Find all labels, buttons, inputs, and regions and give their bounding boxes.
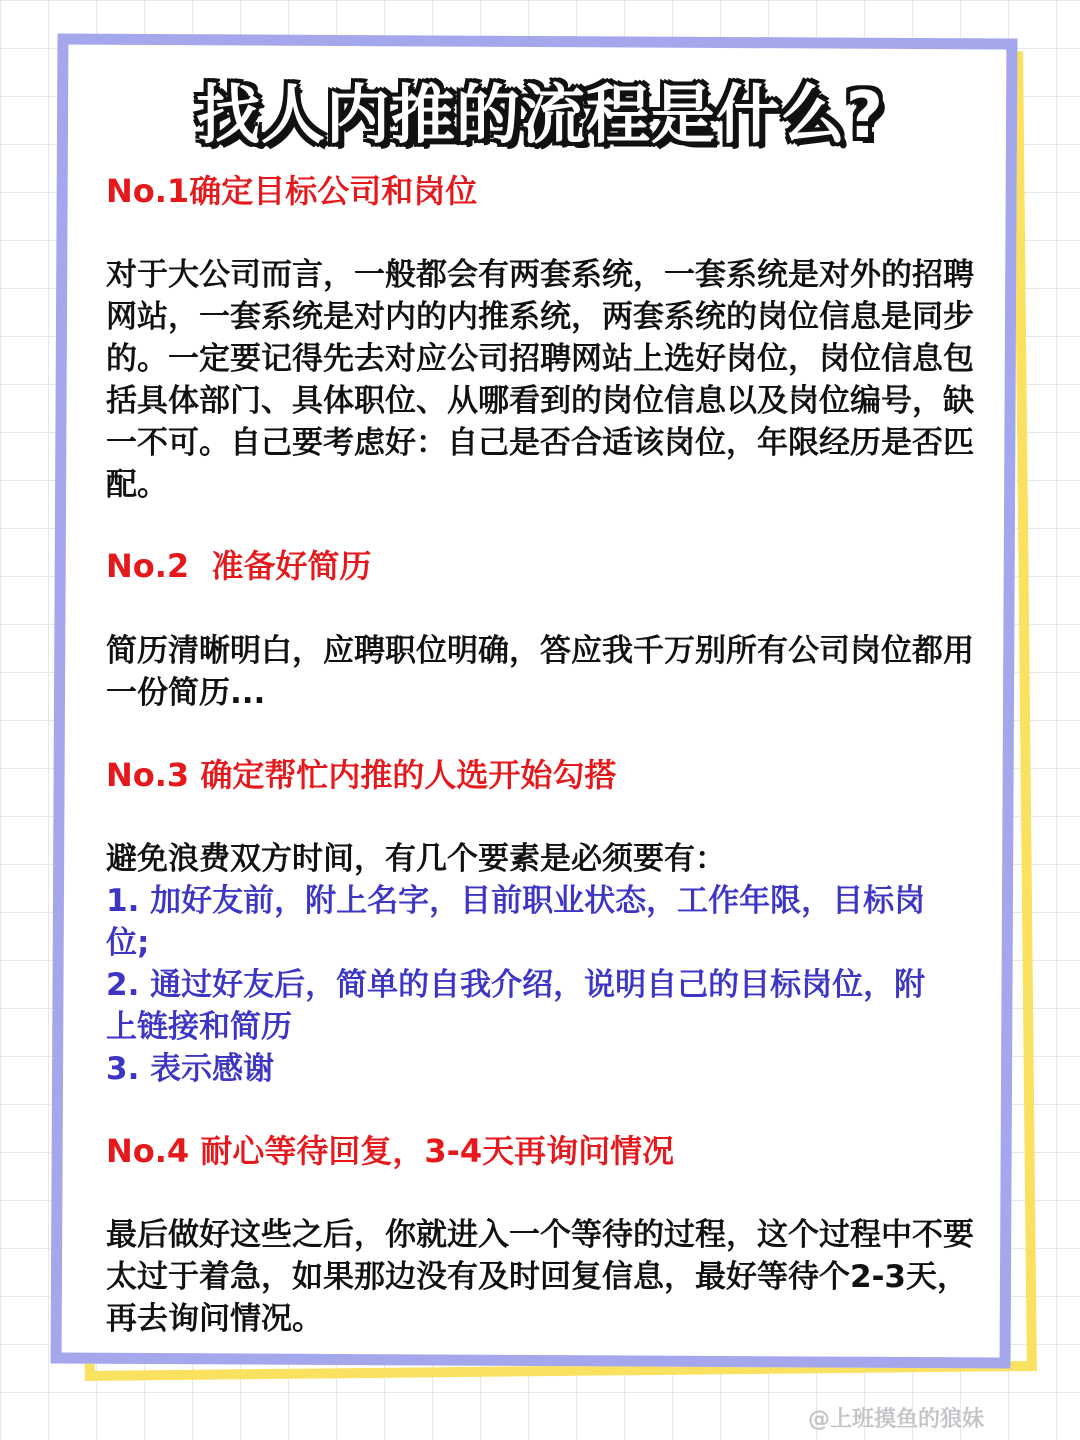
section-3-heading: No.3 确定帮忙内推的人选开始勾搭 bbox=[106, 756, 617, 794]
list-item-3: 3. 表示感谢 bbox=[106, 1051, 275, 1087]
section-4-heading: No.4 耐心等待回复，3-4天再询问情况 bbox=[106, 1132, 675, 1170]
section-1-body: 对于大公司而言，一般都会有两套系统，一套系统是对外的招聘网站，一套系统是对内的内推系统，两套系统的岗位信息是同步的。一定要记得先去对应公司招聘网站上选好岗位，岗位信息包括具体部门、具体职位、从哪看到的岗位信息以及岗位编号，缺一不可。自己要考虑好：自己是否合适该岗位，年限经历是否匹配。 bbox=[106, 257, 974, 503]
section-3-body: 避免浪费双方时间，有几个要素是必须要有： bbox=[106, 841, 726, 877]
list-item-1: 1. 加好友前，附上名字，目前职业状态，工作年限，目标岗位; bbox=[106, 883, 926, 961]
page-title: 找人内推的流程是什么? bbox=[195, 79, 885, 153]
section-4-body: 最后做好这些之后，你就进入一个等待的过程，这个过程中不要太过于着急，如果那边没有及时回复信息，最好等待个2-3天，再去询问情况。 bbox=[106, 1217, 974, 1337]
author-watermark: @上班摸鱼的狼妹 bbox=[807, 1407, 984, 1432]
list-item-2: 2. 通过好友后，简单的自我介绍，说明自己的目标岗位，附上链接和简历 bbox=[106, 967, 926, 1045]
section-2-body: 简历清晰明白，应聘职位明确，答应我千万别所有公司岗位都用一份简历... bbox=[106, 633, 974, 711]
section-2-heading: No.2 准备好简历 bbox=[106, 547, 372, 585]
section-1-heading: No.1确定目标公司和岗位 bbox=[106, 172, 478, 210]
